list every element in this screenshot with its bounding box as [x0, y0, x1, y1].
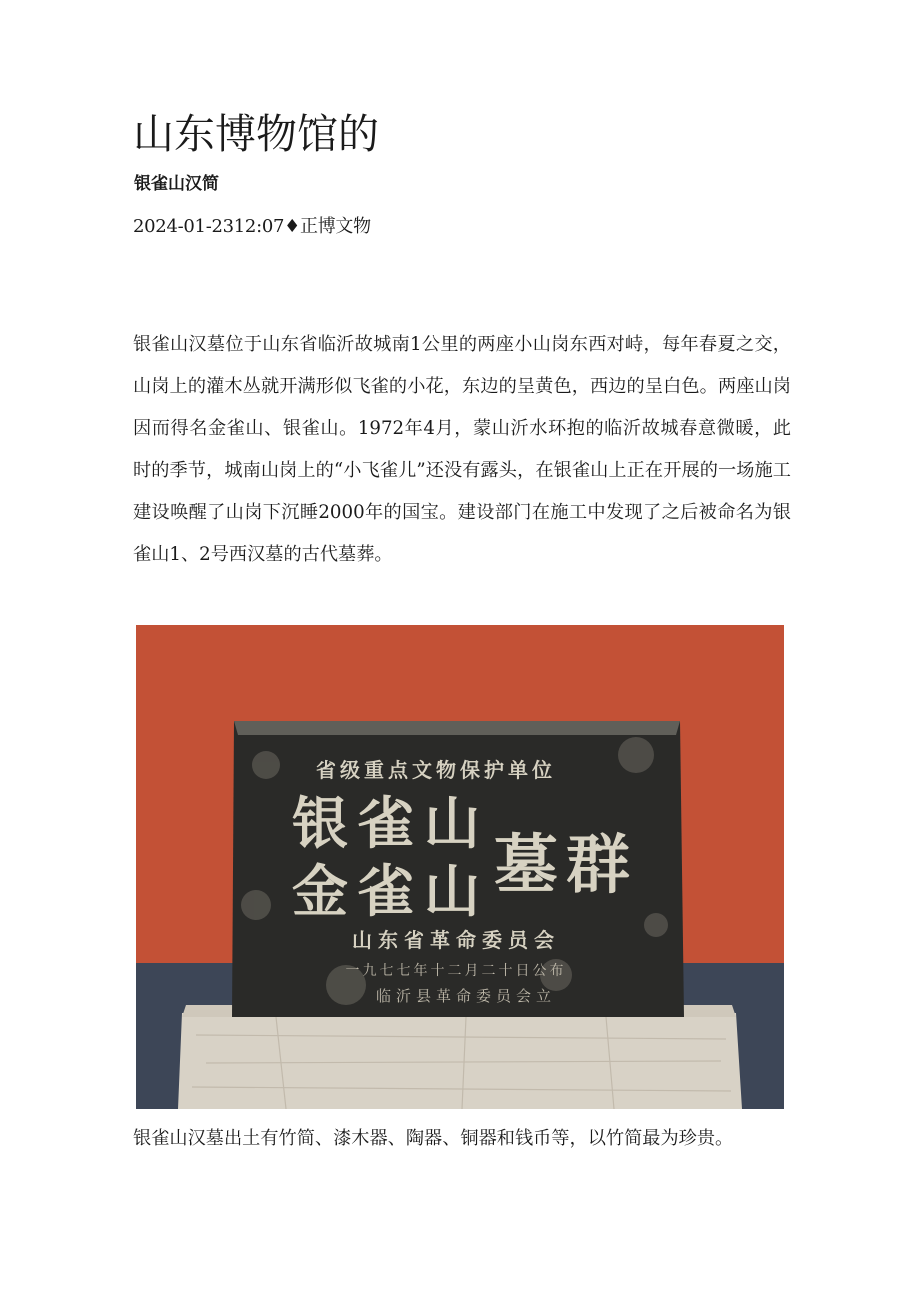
- article-paragraph: 银雀山汉墓位于山东省临沂故城南1公里的两座小山岗东西对峙，每年春夏之交，山岗上的灌木丛就开满形似飞雀的小花，东边的呈黄色，西边的呈白色。两座山岗因而得名金雀山、银雀山。1972年4月，蒙山沂水环抱的临沂故城春意微暖，此时的季节，城南山岗上的“小飞雀儿”还没有露头，在银雀山上正在开展的一场施工建设唤醒了山岗下沉睡2000年的国宝。建设部门在施工中发现了之后被命名为银雀山1、2号西汉墓的古代墓葬。: [133, 334, 791, 565]
- article-subtitle: 银雀山汉简: [134, 174, 219, 194]
- stele-photo: [136, 625, 784, 1109]
- stele-big-text: 墓群: [494, 828, 638, 903]
- photo-caption: 银雀山汉墓出土有竹简、漆木器、陶器、铜器和钱币等，以竹简最为珍贵。: [133, 1128, 734, 1149]
- stele-line2-text: 金雀山: [292, 859, 490, 925]
- stele-bottom-text: 临沂县革命委员会立: [375, 987, 557, 1005]
- stele-top-text: 省级重点文物保护单位: [316, 758, 556, 782]
- article-meta: 2024-01-2312:07♦正博文物: [133, 216, 371, 237]
- article-title: 山东博物馆的: [133, 110, 379, 158]
- stele-issuer-text: 山东省革命委员会: [352, 928, 560, 952]
- stele-date-text: 一九七七年十二月二十日公布: [345, 963, 567, 979]
- stele-line1-text: 银雀山: [292, 791, 490, 857]
